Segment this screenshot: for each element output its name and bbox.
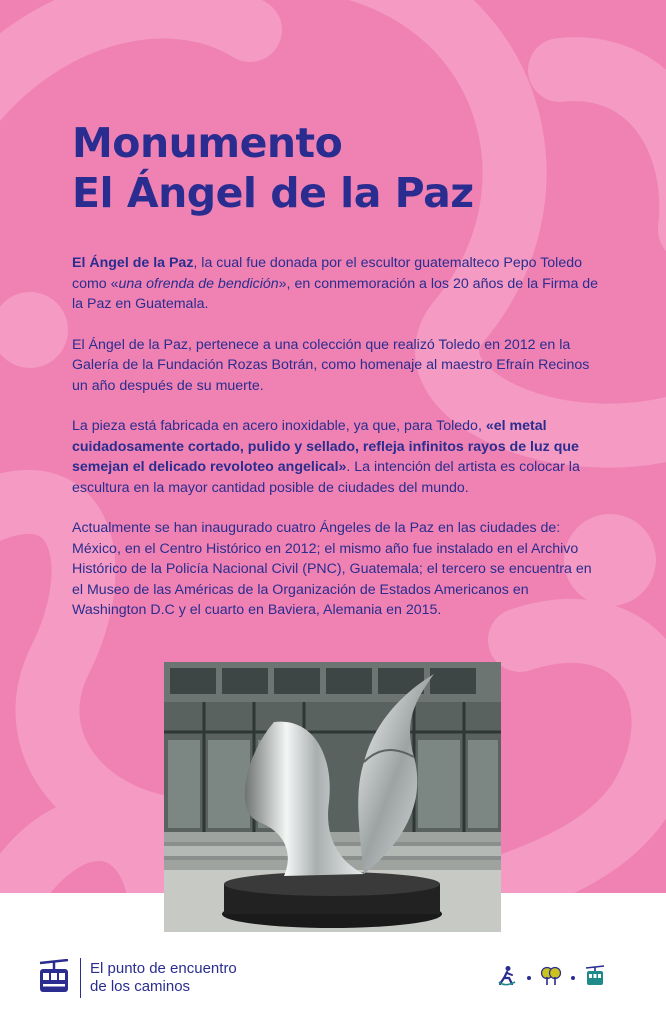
tagline-line-2: de los caminos bbox=[90, 978, 191, 995]
cable-car-logo-icon bbox=[38, 959, 70, 1000]
title-line-1: Monumento bbox=[72, 119, 343, 167]
sculpture-photo bbox=[164, 662, 501, 932]
separator-dot bbox=[571, 976, 575, 980]
person-walking-icon bbox=[496, 965, 518, 992]
p3-text-1: La pieza está fabricada en acero inoxidable, ya que, para Toledo, bbox=[72, 418, 486, 434]
title-line-2: El Ángel de la Paz bbox=[72, 169, 474, 217]
paragraph-2: El Ángel de la Paz, pertenece a una colección que realizó Toledo en 2012 en la Galería de la Fundación Rozas Botrán, como homenaje al maestro Efraín Recinos un año después de su muerte. bbox=[72, 336, 590, 394]
p1-text-2: », en conmemoración a los 20 años de la Firma de la Paz en Guatemala. bbox=[72, 275, 599, 312]
p1-bold-lead: El Ángel de la Paz bbox=[72, 255, 194, 271]
paragraph-3 bbox=[72, 416, 602, 498]
p3-bold-quote: «el metal cuidadosamente cortado, pulido y sellado, refleja infinitos rayos de luz que semejan el delicado revoloteo angelical» bbox=[72, 418, 579, 475]
page-title bbox=[72, 118, 474, 218]
paragraph-1 bbox=[72, 253, 602, 315]
paragraph-4: Actualmente se han inaugurado cuatro Ángeles de la Paz en las ciudades de: México, en el Centro Histórico en 2012; el mismo año fue instalado en el Archivo Histórico de la Policía Nacional Civil (PNC), Guatemala; el tercero se encuentra en el Museo de las Américas de la Organización de Estados Americanos en Washington D.C y el cuarto en Baviera, Alemania en 2015. bbox=[72, 520, 592, 618]
trees-icon bbox=[540, 965, 562, 992]
footer-icons bbox=[496, 966, 606, 990]
footer-divider bbox=[80, 958, 81, 998]
separator-dot bbox=[527, 976, 531, 980]
sculpture-photo-illustration bbox=[164, 662, 501, 932]
tagline-line-1: El punto de encuentro bbox=[90, 960, 237, 977]
p1-text-1: , la cual fue donada por el escultor guatemalteco Pepo Toledo como « bbox=[72, 255, 583, 292]
p3-text-2: . La intención del artista es colocar la escultura en la mayor cantidad posible de ciudades del mundo. bbox=[72, 459, 580, 496]
body-text bbox=[72, 253, 602, 641]
p1-italic-quote: una ofrenda de bendición bbox=[118, 275, 279, 292]
cable-car-icon bbox=[584, 965, 606, 992]
footer-tagline bbox=[90, 960, 237, 996]
